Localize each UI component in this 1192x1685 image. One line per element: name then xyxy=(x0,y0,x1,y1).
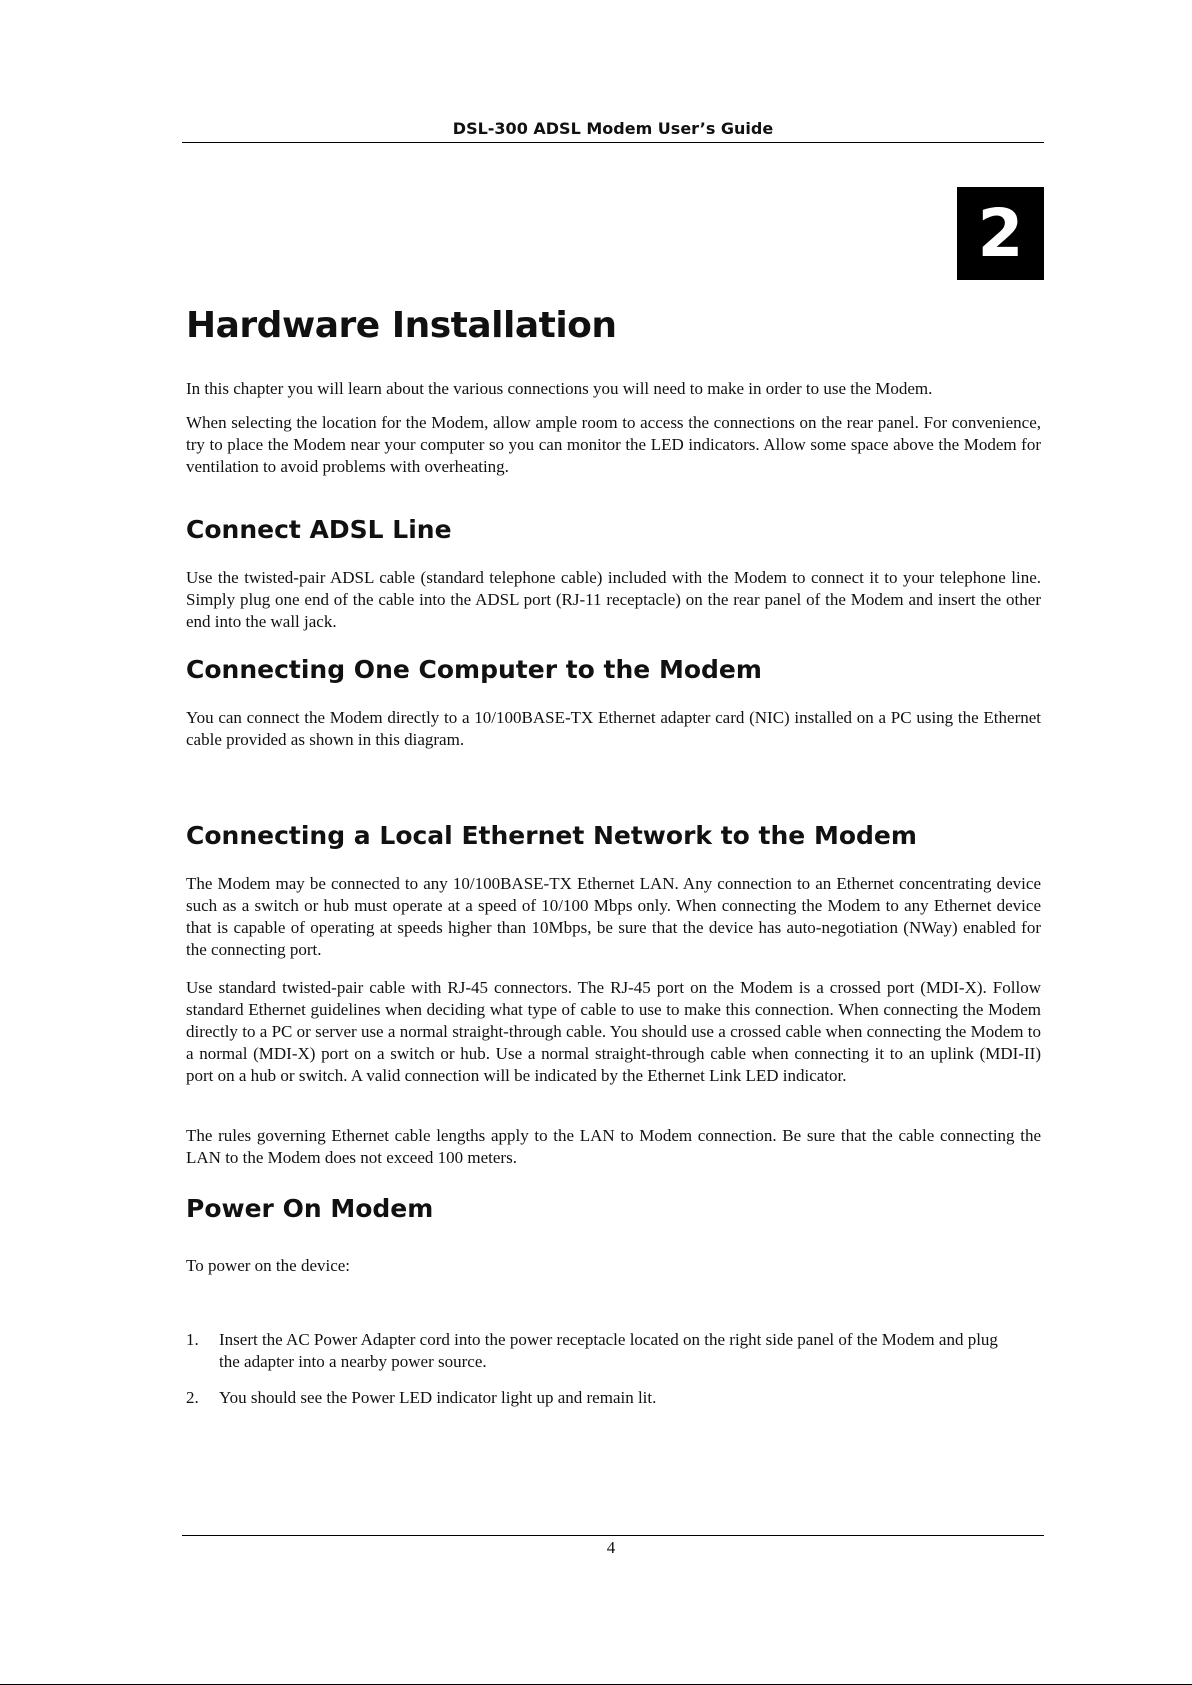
section-heading-connecting-one-computer: Connecting One Computer to the Modem xyxy=(186,655,762,684)
intro-paragraph-1: In this chapter you will learn about the various connections you will need to make in order to use the Modem. xyxy=(186,379,933,398)
step-text: You should see the Power LED indicator light up and remain lit. xyxy=(219,1388,657,1407)
one-computer-paragraph-1: You can connect the Modem directly to a 10/100BASE-TX Ethernet adapter card (NIC) installed on a PC using the Ethernet cable provided as shown in this diagram. xyxy=(186,708,1041,749)
page-number: 4 xyxy=(606,1538,616,1557)
chapter-number: 2 xyxy=(977,195,1024,272)
lan-paragraph-2: Use standard twisted-pair cable with RJ-45 connectors. The RJ-45 port on the Modem is a crossed port (MDI-X). Follow standard Ethernet guidelines when deciding what type of cable to use to make this connection. When connecting the Modem directly to a PC or server use a normal straight-through cable. You should use a crossed cable when connecting the Modem to a normal (MDI-X) port on a switch or hub. Use a normal straight-through cable when connecting it to an uplink (MDI-II) port on a hub or switch. A valid connection will be indicated by the Ethernet Link LED indicator. xyxy=(186,978,1041,1085)
chapter-title: Hardware Installation xyxy=(186,305,617,346)
lan-paragraph-3: The rules governing Ethernet cable lengths apply to the LAN to Modem connection. Be sure that the cable connecting the LAN to the Modem does not exceed 100 meters. xyxy=(186,1126,1041,1167)
section-heading-power-on-modem: Power On Modem xyxy=(186,1194,434,1223)
section-heading-connecting-local-network: Connecting a Local Ethernet Network to the Modem xyxy=(186,821,917,850)
step-text: Insert the AC Power Adapter cord into the power receptacle located on the right side panel of the Modem and plug the adapter into a nearby power source. xyxy=(219,1330,998,1371)
lan-paragraph-1: The Modem may be connected to any 10/100BASE-TX Ethernet LAN. Any connection to an Ethernet concentrating device such as a switch or hub must operate at a speed of 10/100 Mbps only. When connecting the Modem to any Ethernet device that is capable of operating at speeds higher than 10Mbps, be sure that the device has auto-negotiation (NWay) enabled for the connecting port. xyxy=(186,874,1041,959)
power-paragraph-1: To power on the device: xyxy=(186,1256,351,1275)
running-header xyxy=(182,118,1044,143)
list-item xyxy=(186,1329,1041,1373)
chapter-number-badge xyxy=(957,187,1044,280)
power-steps-list xyxy=(186,1329,1041,1423)
intro-paragraph-2: When selecting the location for the Modem, allow ample room to access the connections on the rear panel. For convenience, try to place the Modem near your computer so you can monitor the LED indicators. Allow some space above the Modem for ventilation to avoid problems with overheating. xyxy=(186,413,1041,476)
running-header-title: DSL-300 ADSL Modem User’s Guide xyxy=(452,119,774,138)
adsl-paragraph-1: Use the twisted-pair ADSL cable (standard telephone cable) included with the Modem to connect it to your telephone line. Simply plug one end of the cable into the ADSL port (RJ-11 receptacle) on the rear panel of the Modem and insert the other end into the wall jack. xyxy=(186,568,1041,631)
list-item xyxy=(186,1387,1041,1409)
step-number: 1. xyxy=(186,1330,199,1349)
section-heading-connect-adsl-line: Connect ADSL Line xyxy=(186,515,452,544)
footer-divider xyxy=(182,1535,1044,1536)
step-number: 2. xyxy=(186,1388,199,1407)
